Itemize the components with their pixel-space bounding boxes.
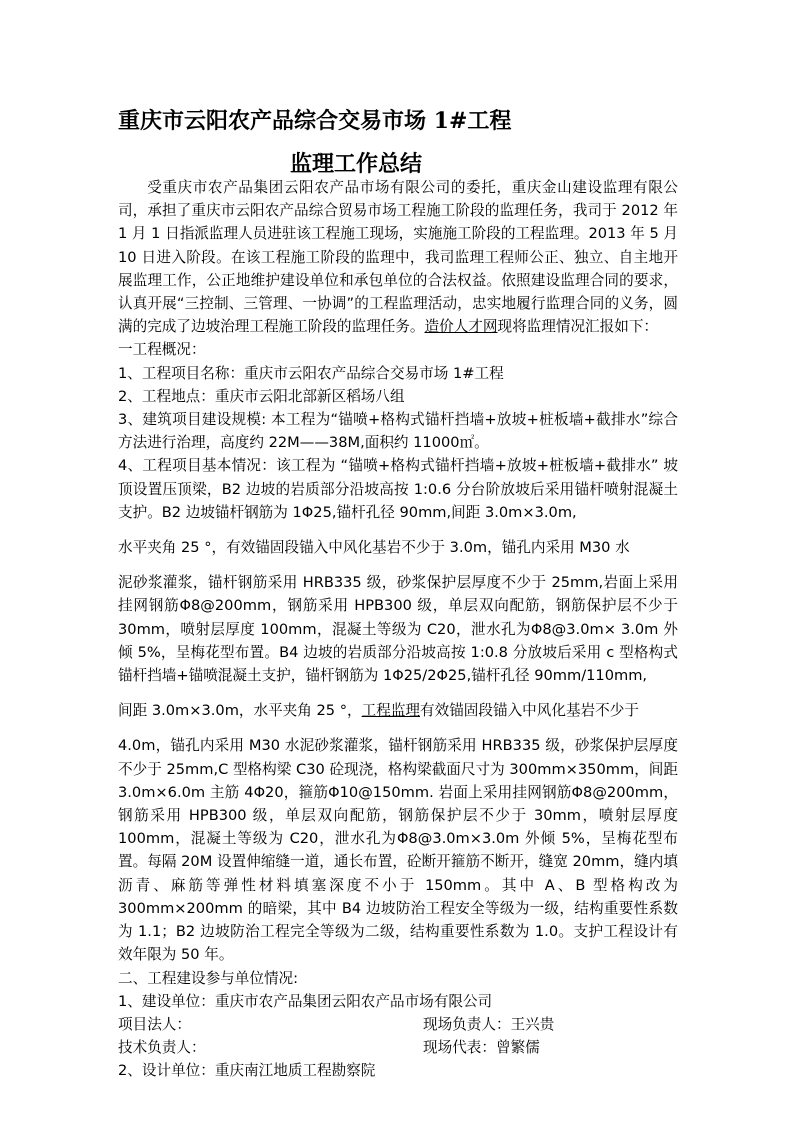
unit-designer: 2、设计单位：重庆南江地质工程勘察院	[118, 1062, 376, 1080]
document-subtitle: 监理工作总结	[290, 151, 423, 177]
site-lead: 现场负责人：王兴贵	[423, 1015, 555, 1033]
intro-paragraph	[118, 176, 678, 338]
intro-text: 受重庆市农产品集团云阳农产品市场有限公司的委托，重庆金山建设监理有限公司，承担了重庆市云阳农产品综合贸易市场工程施工阶段的监理任务，我司于 2012 年 1 月 1 日指派监理人员进驻该工程施工现场，实施施工阶段的工程监理。2013 年 5 月 10 日进入阶段。在该工程施工阶段的监理中，我司监理工程师公正、独立、自主地开展监理工作，公正地维护建设单位和承包单位的合法权益。依照建设监理合同的要求，认真开展“三控制、三管理、一协调”的工程监理活动，忠实地履行监理合同的义务，圆满的完成了边坡治理工程施工阶段的监理任务。	[118, 179, 678, 336]
owner-people-row-1	[118, 1013, 678, 1036]
item-basic-info-d-text: 间距 3.0m×3.0m，水平夹角 25 °，	[118, 702, 362, 720]
legal-rep-label: 项目法人：	[118, 1015, 191, 1033]
item-basic-info-c: 泥砂浆灌浆，锚杆钢筋采用 HRB335 级，砂浆保护层厚度不少于 25mm,岩面上采用挂网钢筋Φ8@200mm，钢筋采用 HPB300 级，单层双向配筋，钢筋保护层不少于 30mm，喷射层厚度 100mm，混凝土等级为 C20，泄水孔为Φ8@3.0m× 3.0m 外倾 5%，呈梅花型布置。B4 边坡的岩质部分沿坡高按 1:0.8 分放坡后采用 c 型格构式锚杆挡墙+锚喷混凝土支护，锚杆钢筋为 1Φ25/2Φ25,锚杆孔径 90mm/110mm,	[118, 574, 678, 685]
item-scale: 3、建筑项目建设规模: 本工程为“锚喷+格构式锚杆挡墙+放坡+桩板墙+截排水”综合方法进行治理，高度约 22M——38M,面积约 11000㎡。	[118, 411, 678, 452]
section1-heading: 一工程概况：	[118, 341, 206, 359]
unit-owner: 1、建设单位：重庆市农产品集团云阳农产品市场有限公司	[118, 992, 493, 1010]
site-rep: 现场代表：曾繁儒	[423, 1039, 540, 1057]
owner-people-row-2	[118, 1036, 678, 1059]
item-location: 2、工程地点：重庆市云阳北部新区稻场八组	[118, 387, 405, 405]
item-basic-info-a: 4、工程项目基本情况：该工程为 “锚喷+格构式锚杆挡墙+放坡+桩板墙+截排水” 坡顶设置压顶梁，B2 边坡的岩质部分沿坡高按 1:0.6 分台阶放坡后采用锚杆喷射混凝土支护。B2 边坡锚杆钢筋为 1Φ25,锚杆孔径 90mm,间距 3.0m×3.0m,	[118, 457, 678, 521]
document-body	[118, 176, 678, 1083]
item-project-name: 1、工程项目名称：重庆市云阳农产品综合交易市场 1#工程	[118, 364, 504, 382]
tech-lead-label: 技术负责人：	[118, 1039, 206, 1057]
link-gongcheng-jianli[interactable]: 工程监理	[361, 702, 421, 720]
document-title: 重庆市云阳农产品综合交易市场 1#工程	[118, 108, 512, 134]
item-basic-info-e: 4.0m，锚孔内采用 M30 水泥砂浆灌浆，锚杆钢筋采用 HRB335 级，砂浆保护层厚度不少于 25mm,C 型格构梁 C30 砼现浇，格构梁截面尺寸为 300mm×350mm，间距 3.0m×6.0m 主筋 4Φ20，箍筋Φ10@150mm. 岩面上采用挂网钢筋Φ8@200mm，钢筋采用 HPB300 级，单层双向配筋，钢筋保护层不少于 30mm，喷射层厚度 100mm，混凝土等级为 C20，泄水孔为Φ8@3.0m×3.0m 外倾 5%，呈梅花型布置。每隔 20M 设置伸缩缝一道，通长布置，砼断开箍筋不断开，缝宽 20mm，缝内填沥青、麻筋等弹性材料填塞深度不小于 150mm。其中 A、B 型格构改为 300mm×200mm 的暗梁，其中 B4 边坡防治工程安全等级为一级，结构重要性系数为 1.1；B2 边坡防治工程完全等级为二级，结构重要性系数为 1.0。支护工程设计有效年限为 50 年。	[118, 737, 678, 964]
intro-text-end: 现将监理情况汇报如下：	[497, 318, 659, 336]
link-zaojia[interactable]: 造价人才网	[424, 318, 498, 336]
item-basic-info-d-text-end: 有效锚固段锚入中风化基岩不少于	[420, 702, 639, 720]
section2-heading: 二、工程建设参与单位情况:	[118, 969, 299, 987]
item-basic-info-d	[118, 699, 678, 722]
item-basic-info-b: 水平夹角 25 °，有效锚固段锚入中风化基岩不少于 3.0m，锚孔内采用 M30 水	[118, 539, 630, 557]
